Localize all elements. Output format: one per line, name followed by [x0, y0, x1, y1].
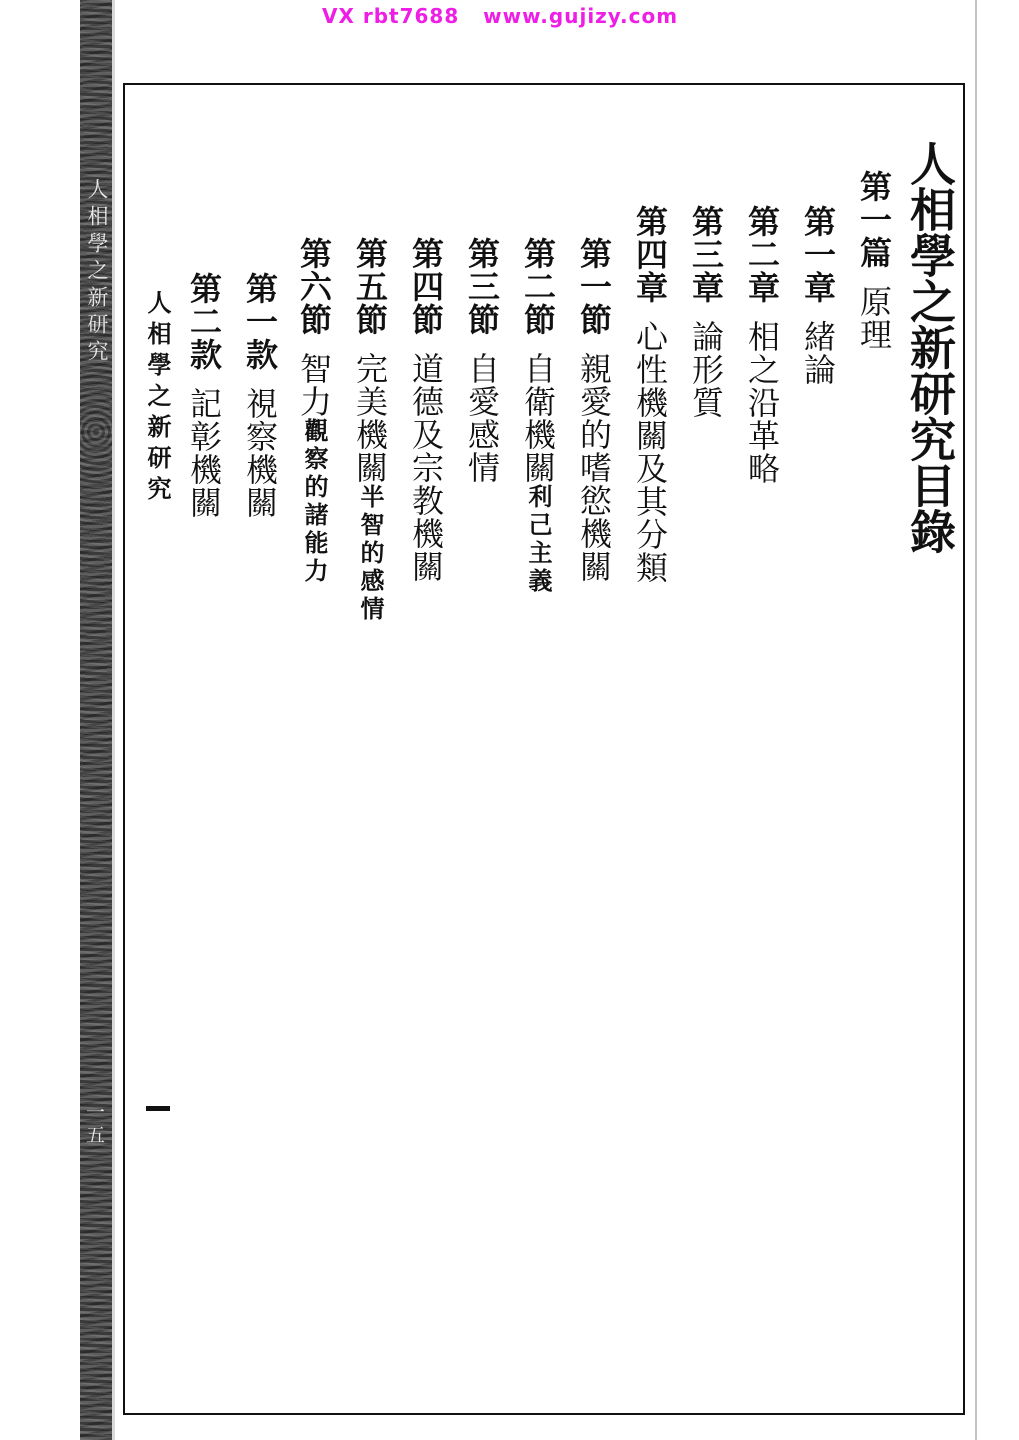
toc-text: 自衛機關	[519, 352, 557, 484]
running-title: 人相學之新研究	[143, 290, 172, 507]
toc-entry-section-3	[464, 237, 500, 484]
toc-note: 觀察的諸能力	[300, 418, 329, 586]
toc-entry-article-2	[186, 272, 222, 519]
toc-entry-chapter-2	[744, 205, 780, 485]
toc-entry-chapter-4	[632, 205, 668, 584]
toc-label: 第一款	[241, 272, 279, 371]
toc-entry-section-4	[408, 237, 444, 583]
toc-text: 相之沿革略	[743, 320, 781, 485]
toc-label: 第五節	[351, 237, 389, 336]
toc-entry-section-6	[296, 237, 332, 586]
page-edge-rule	[975, 0, 977, 1440]
toc-entry-chapter-3	[688, 205, 724, 419]
toc-entry-article-1	[242, 272, 278, 519]
toc-entry-section-1	[576, 237, 612, 583]
toc-entry-chapter-1	[800, 205, 836, 386]
page-gutter	[112, 0, 115, 1440]
toc-text: 心性機關及其分類	[631, 320, 669, 584]
toc-text: 智力	[295, 352, 333, 418]
toc-text: 記彰機關	[185, 387, 223, 519]
toc-label: 第四節	[407, 237, 445, 336]
toc-text: 自愛感情	[463, 352, 501, 484]
watermark-text: VX rbt7688 www.gujizy.com	[322, 4, 679, 28]
spine-title: 人相學之新研究	[85, 178, 109, 367]
toc-text: 原理	[855, 285, 893, 351]
toc-label: 第一章	[799, 205, 837, 304]
toc-label: 第一篇	[855, 170, 893, 269]
folio-number	[146, 1106, 170, 1111]
page-title: 人相學之新研究目錄	[903, 140, 957, 554]
toc-label: 第三節	[463, 237, 501, 336]
toc-note: 利己主義	[524, 484, 553, 596]
toc-entry-section-2	[520, 237, 556, 596]
toc-label: 第三章	[687, 205, 725, 304]
toc-label: 第四章	[631, 205, 669, 304]
toc-entry-section-5	[352, 237, 388, 624]
toc-text: 道德及宗教機關	[407, 352, 445, 583]
toc-label: 第二款	[185, 272, 223, 371]
spine-page-number: 一五	[83, 1102, 105, 1148]
toc-note: 半智的感情	[356, 484, 385, 624]
toc-text: 論形質	[687, 320, 725, 419]
toc-label: 第二章	[743, 205, 781, 304]
toc-text: 完美機關	[351, 352, 389, 484]
toc-text: 親愛的嗜慾機關	[575, 352, 613, 583]
toc-label: 第六節	[295, 237, 333, 336]
toc-label: 第一節	[575, 237, 613, 336]
toc-entry-part-1	[856, 170, 892, 351]
toc-label: 第二節	[519, 237, 557, 336]
toc-text: 緒論	[799, 320, 837, 386]
toc-text: 視察機關	[241, 387, 279, 519]
